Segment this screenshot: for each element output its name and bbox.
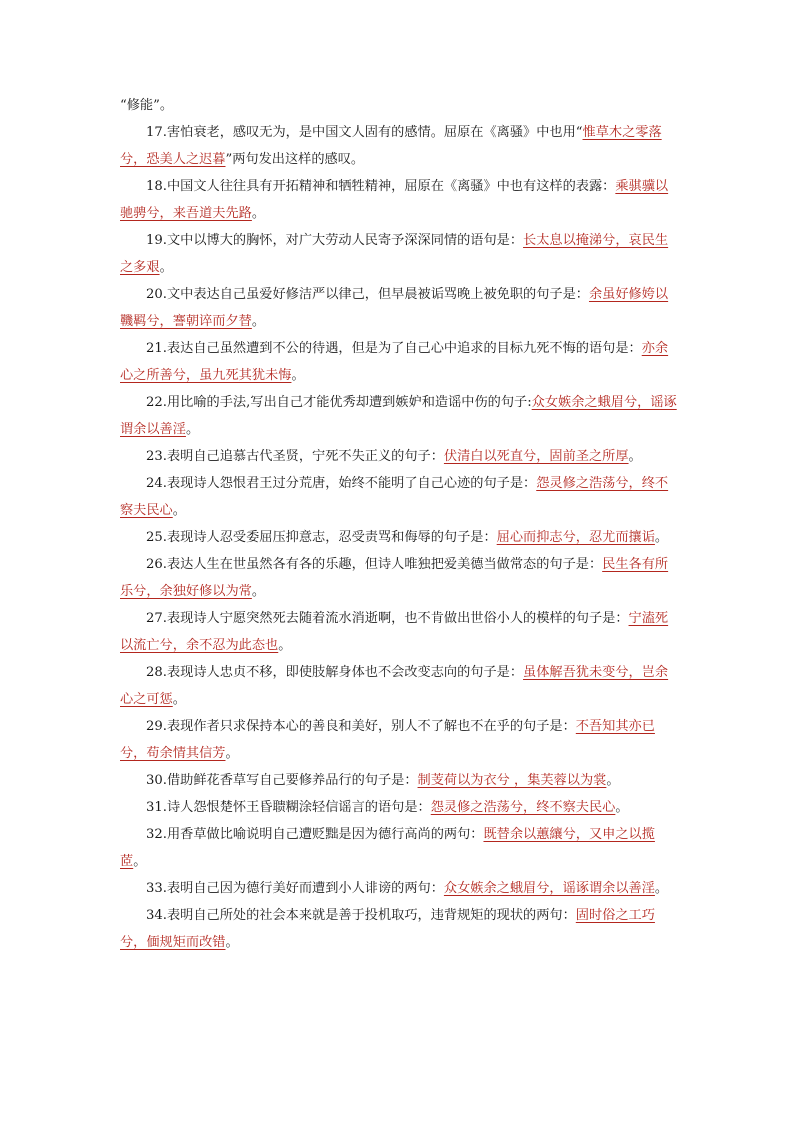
question-text: 29.表现作者只求保持本心的善良和美好，别人不了解也不在乎的句子是： (146, 719, 576, 734)
answer-text: 众女嫉余之蛾眉兮，谣诼谓余以善淫 (443, 881, 655, 896)
question-end-punct: 。 (615, 800, 629, 815)
question-end-punct: 。 (225, 746, 239, 761)
answer-text: 屈心而抑志兮，忍尤而攘诟 (496, 530, 655, 545)
question-text: 21.表达自己虽然遭到不公的待遇，但是为了自己心中追求的目标九死不悔的语句是： (146, 341, 642, 356)
answer-text: 制芰荷以为衣兮 ，集芙蓉以为裳 (417, 773, 607, 788)
question-text: 19.文中以博大的胸怀，对广大劳动人民寄予深深同情的语句是： (146, 233, 524, 248)
question-item (120, 335, 680, 389)
question-end-punct: 。 (654, 530, 669, 545)
question-item (120, 902, 680, 956)
question-list (120, 119, 680, 956)
question-text: 33.表明自己因为德行美好而遭到小人诽谤的两句： (146, 881, 444, 896)
question-end-punct: 。 (251, 314, 266, 329)
question-end-punct: 。 (225, 935, 239, 950)
question-text: 30.借助鲜花香草写自己要修养品行的句子是： (146, 773, 418, 788)
question-text: 24.表现诗人怨恨君王过分荒唐，始终不能明了自己心迹的句子是： (146, 476, 537, 491)
question-item (120, 470, 680, 524)
answer-text: 怨灵修之浩荡兮，终不察夫民心 (120, 476, 669, 518)
answer-text: 众女嫉余之蛾眉兮，谣诼谓余以善淫 (120, 395, 677, 437)
answer-text: 固时俗之工巧兮，偭规矩而改错 (120, 908, 655, 950)
question-item (120, 551, 680, 605)
question-end-punct: 。 (654, 881, 669, 896)
question-text: 23.表明自己追慕古代圣贤，宁死不失正义的句子： (146, 449, 444, 464)
question-end-punct: ”两句发出这样的感叹。 (225, 152, 365, 167)
question-end-punct: 。 (251, 584, 266, 599)
question-item (120, 281, 680, 335)
question-item (120, 794, 680, 821)
question-end-punct: 。 (185, 422, 200, 437)
lead-text: “修能”。 (120, 98, 174, 113)
answer-text: 怨灵修之浩荡兮，终不察夫民心 (430, 800, 616, 815)
question-text: 32.用香草做比喻说明自己遭贬黜是因为德行高尚的两句： (146, 827, 484, 842)
question-item (120, 119, 680, 173)
answer-text: 长太息以掩涕兮，哀民生之多艰 (120, 233, 669, 275)
answer-text: 不吾知其亦已兮，苟余情其信芳 (120, 719, 655, 761)
question-item (120, 875, 680, 902)
answer-text: 余虽好修姱以鞿羁兮，謇朝谇而夕替 (120, 287, 669, 329)
question-text: 34.表明自己所处的社会本来就是善于投机取巧，违背规矩的现状的两句： (146, 908, 576, 923)
question-end-punct: 。 (251, 206, 266, 221)
question-item (120, 524, 680, 551)
question-item (120, 227, 680, 281)
question-text: 18.中国文人往往具有开拓精神和牺牲精神，屈原在《离骚》中也有这样的表露： (146, 179, 616, 194)
answer-text: 虽体解吾犹未变兮，岂余心之可惩 (120, 665, 669, 707)
question-item (120, 173, 680, 227)
question-end-punct: 。 (628, 449, 642, 464)
document-page (120, 92, 680, 956)
answer-text: 亦余心之所善兮，虽九死其犹未悔 (120, 341, 669, 383)
question-end-punct: 。 (606, 773, 620, 788)
question-end-punct: 。 (133, 854, 147, 869)
question-end-punct: 。 (172, 503, 186, 518)
answer-text: 伏清白以死直兮，固前圣之所厚 (443, 449, 629, 464)
question-item (120, 713, 680, 767)
question-item (120, 443, 680, 470)
question-end-punct: 。 (159, 260, 173, 275)
answer-text: 乘骐骥以驰骋兮，来吾道夫先路 (120, 179, 669, 221)
question-item (120, 767, 680, 794)
question-item (120, 659, 680, 713)
question-end-punct: 。 (172, 692, 186, 707)
answer-text: 既替余以蕙纕兮，又申之以揽茝 (120, 827, 655, 869)
question-end-punct: 。 (291, 368, 305, 383)
question-item (120, 821, 680, 875)
question-end-punct: 。 (278, 638, 292, 653)
question-text: 26.表达人生在世虽然各有各的乐趣，但诗人唯独把爱美德当做常态的句子是： (146, 557, 603, 572)
question-item (120, 605, 680, 659)
answer-text: 惟草木之零落兮，恐美人之迟暮 (120, 125, 662, 167)
question-text: 20.文中表达自己虽爱好修洁严以律己，但早晨被诟骂晚上被免职的句子是： (146, 287, 589, 302)
answer-text: 宁溘死以流亡兮，余不忍为此态也 (120, 611, 669, 653)
answer-text: 民生各有所乐兮，余独好修以为常 (120, 557, 669, 599)
question-text: 25.表现诗人忍受委屈压抑意志，忍受责骂和侮辱的句子是： (146, 530, 497, 545)
question-text: 22.用比喻的手法,写出自己才能优秀却遭到嫉妒和造谣中伤的句子: (146, 395, 532, 410)
question-text: 27.表现诗人宁愿突然死去随着流水消逝啊，也不肯做出世俗小人的模样的句子是： (146, 611, 629, 626)
question-text: 28.表现诗人忠贞不移，即使肢解身体也不会改变志向的句子是： (146, 665, 524, 680)
question-text: 17.害怕衰老，感叹无为，是中国文人固有的感情。屈原在《离骚》中也用“ (146, 125, 583, 140)
question-item (120, 389, 680, 443)
question-text: 31.诗人怨恨楚怀王昏聩糊涂轻信谣言的语句是： (146, 800, 431, 815)
